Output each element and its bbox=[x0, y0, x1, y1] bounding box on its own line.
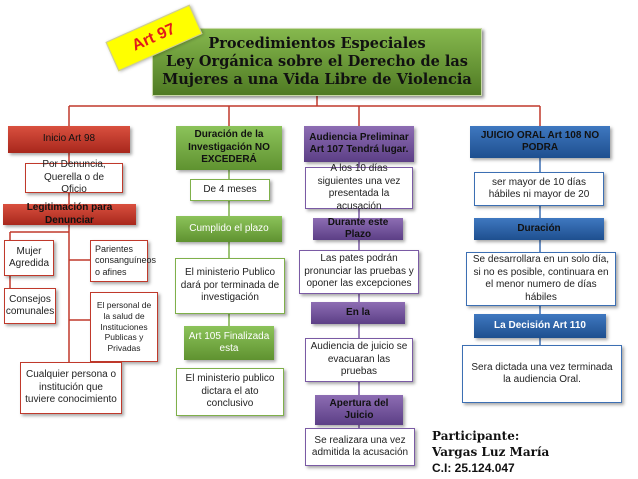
col4-box-5: Sera dictada una vez terminada la audiencia Oral. bbox=[462, 345, 622, 403]
col2-box-4: Art 105 Finalizada esta bbox=[184, 326, 274, 360]
col2-box-5: El ministerio publico dictara el ato conclusivo bbox=[176, 368, 284, 416]
col1-box-7: Cualquier persona o institución que tuviere conocimiento bbox=[20, 362, 122, 414]
participant-name: Vargas Luz María bbox=[432, 445, 550, 460]
art97-badge: Art 97 bbox=[105, 5, 202, 72]
title-line-2: Ley Orgánica sobre el Derecho de las bbox=[166, 52, 468, 70]
col4-box-1: ser mayor de 10 días hábiles ni mayor de 20 bbox=[474, 172, 604, 206]
participant-ci: C.I: 25.124.047 bbox=[432, 461, 515, 476]
col3-box-3: Las pates podrán pronunciar las pruebas y oponer las excepciones bbox=[299, 250, 419, 294]
col1-box-3: Mujer Agredida bbox=[4, 240, 54, 276]
col1-box-1: Por Denuncia, Querella o de Oficio bbox=[25, 163, 123, 193]
col3-box-6: Apertura del Juicio bbox=[315, 395, 403, 425]
title-box bbox=[152, 28, 482, 96]
title-line-1: Procedimientos Especiales bbox=[208, 34, 426, 52]
col2-box-2: Cumplido el plazo bbox=[176, 216, 282, 242]
col1-box-6: El personal de la salud de Instituciones Publicas y Privadas bbox=[90, 292, 158, 362]
col4-box-2: Duración bbox=[474, 218, 604, 240]
col3-header: Audiencia Preliminar Art 107 Tendrá lugar. bbox=[304, 126, 414, 162]
col2-header: Duración de la Investigación NO EXCEDERÁ bbox=[176, 126, 282, 170]
col3-box-5: Audiencia de juicio se evacuaran las pruebas bbox=[305, 338, 413, 382]
col1-box-4: Parientes consanguíneos o afines bbox=[90, 240, 148, 282]
col1-box-2: Legitimación para Denunciar bbox=[3, 204, 136, 225]
col2-box-3: El ministerio Publico dará por terminada de investigación bbox=[175, 258, 285, 314]
col1-box-5: Consejos comunales bbox=[4, 288, 56, 324]
col3-box-2: Durante este Plazo bbox=[313, 218, 403, 240]
col4-box-4: La Decisión Art 110 bbox=[474, 314, 606, 338]
col3-box-1: A los 10 días siguientes una vez presentada la acusación bbox=[305, 167, 413, 209]
col1-header: Inicio Art 98 bbox=[8, 126, 130, 153]
title-line-3: Mujeres a una Vida Libre de Violencia bbox=[162, 71, 472, 89]
col3-box-7: Se realizara una vez admitida la acusación bbox=[305, 428, 415, 466]
col4-header: JUICIO ORAL Art 108 NO PODRA bbox=[470, 126, 610, 158]
col3-box-4: En la bbox=[311, 302, 405, 324]
col2-box-1: De 4 meses bbox=[190, 179, 270, 201]
col4-box-3: Se desarrollara en un solo día, si no es posible, continuara en el menor numero de días hábiles bbox=[466, 252, 616, 306]
participant-label: Participante: bbox=[432, 429, 520, 443]
participant-block bbox=[432, 428, 632, 477]
